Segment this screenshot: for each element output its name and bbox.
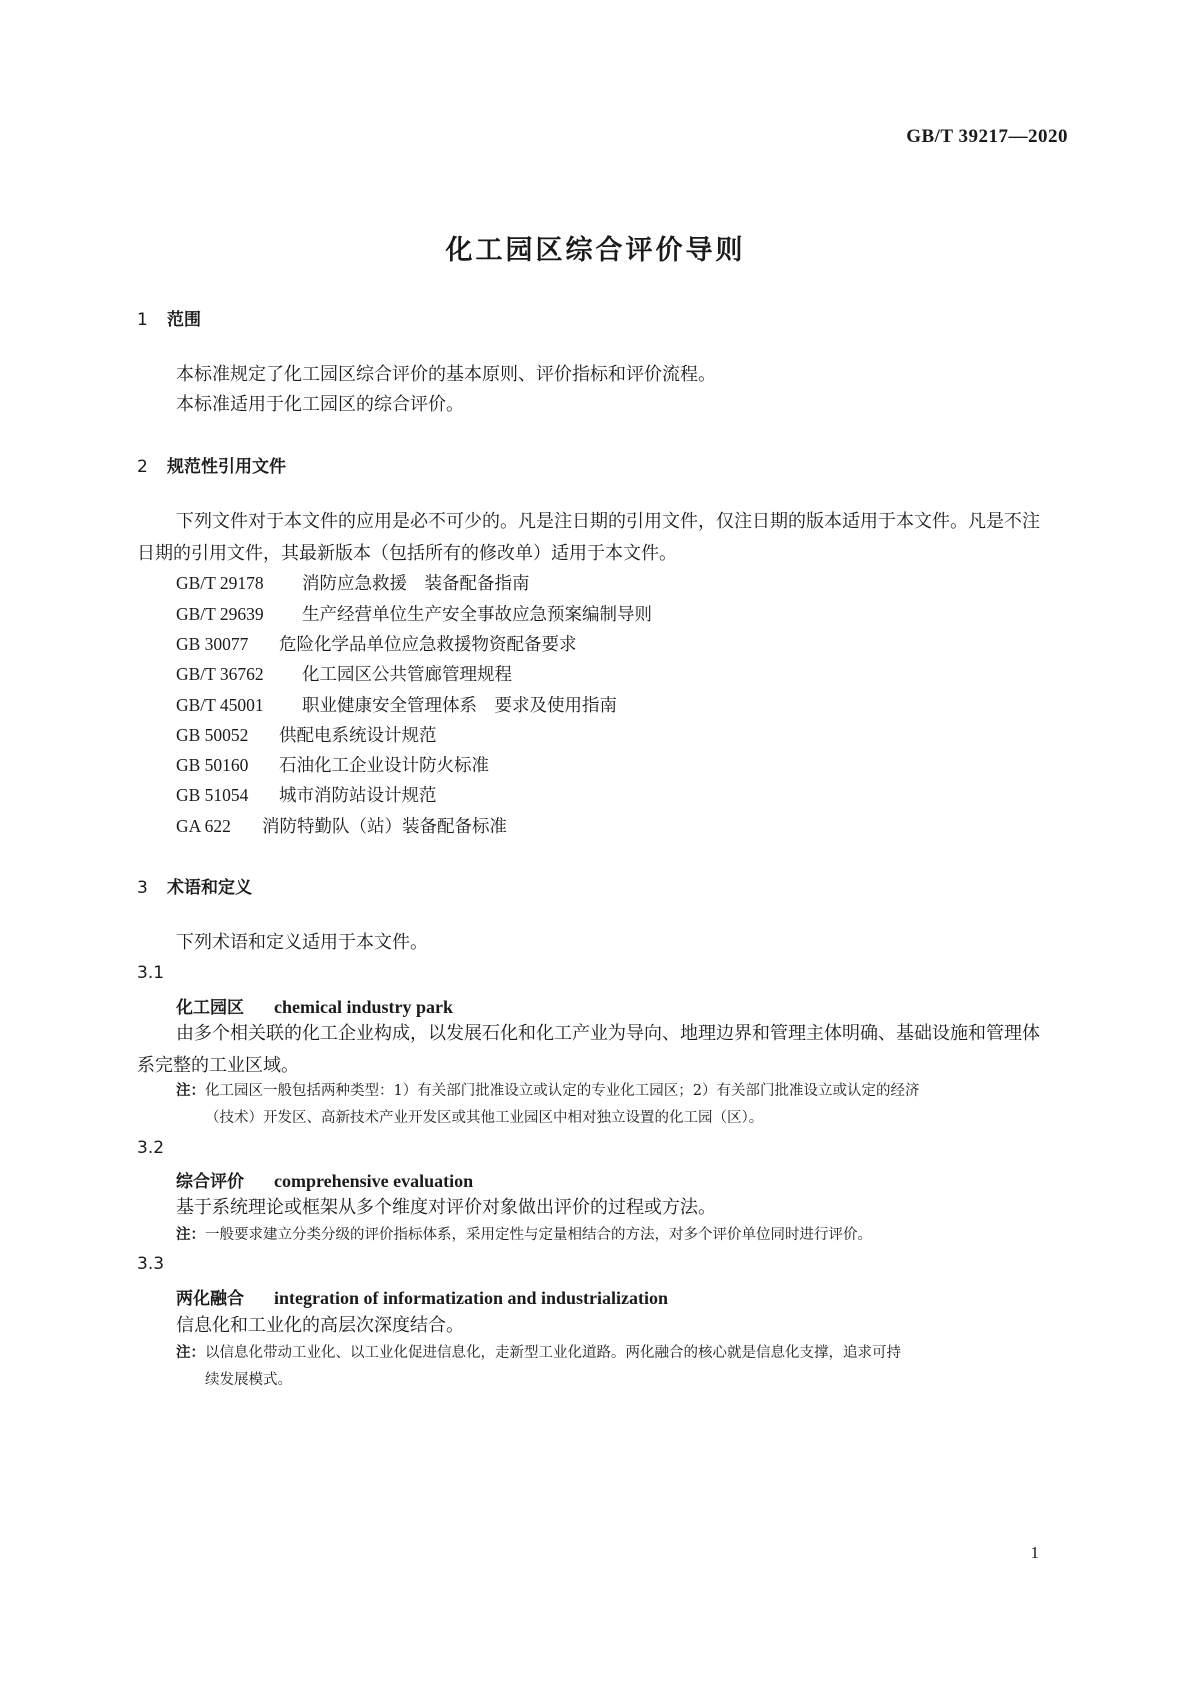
reference-name: 危险化学品单位应急救援物资配备要求: [279, 635, 577, 655]
note-text: 以信息化带动工业化、以工业化促进信息化，走新型工业化道路。两化融合的核心就是信息化支撑，追求可持: [205, 1345, 901, 1361]
note-text: 化工园区一般包括两种类型：1）有关部门批准设立或认定的专业化工园区；2）有关部门批准设立或认定的经济: [205, 1083, 920, 1099]
term-title: [176, 1284, 668, 1309]
section-title: 术语和定义: [167, 878, 252, 898]
section-2-heading: [137, 452, 286, 477]
reference-name: 职业健康安全管理体系 要求及使用指南: [302, 696, 617, 716]
section-number: 2: [137, 457, 148, 477]
section-number: 1: [137, 310, 148, 330]
reference-name: 化工园区公共管廊管理规程: [302, 665, 512, 685]
term-definition: 基于系统理论或框架从多个维度对评价对象做出评价的过程或方法。: [176, 1197, 716, 1218]
section-title: 规范性引用文件: [167, 457, 286, 477]
document-title: 化工园区综合评价导则: [445, 235, 746, 266]
reference-item: [176, 752, 489, 777]
paragraph: 下列文件对于本文件的应用是必不可少的。凡是注日期的引用文件，仅注日期的版本适用于本文件。凡是不注日期的引用文件，其最新版本（包括所有的修改单）适用于本文件。: [137, 511, 1040, 564]
term-number: 3.1: [137, 963, 165, 983]
term-english: integration of informatization and industrialization: [274, 1288, 669, 1308]
reference-item: [176, 692, 617, 717]
reference-item: [176, 722, 437, 747]
reference-code: GA 622: [176, 816, 231, 836]
term-english: comprehensive evaluation: [274, 1171, 474, 1191]
term-note: [176, 1340, 1056, 1394]
term-definition: 由多个相关联的化工企业构成，以发展石化和化工产业为导向、地理边界和管理主体明确、基础设施和管理体系完整的工业区域。: [137, 1023, 1040, 1076]
reference-name: 供配电系统设计规范: [279, 726, 437, 746]
reference-item: [176, 661, 512, 686]
reference-name: 城市消防站设计规范: [279, 786, 437, 806]
note-text: 一般要求建立分类分级的评价指标体系，采用定性与定量相结合的方法，对多个评价单位同时进行评价。: [205, 1227, 872, 1243]
note-label: 注：: [176, 1083, 205, 1099]
reference-item: [176, 782, 437, 807]
reference-code: GB/T 29178: [176, 573, 264, 593]
term-number: 3.2: [137, 1138, 165, 1158]
section-title: 范围: [167, 310, 201, 330]
term-chinese: 化工园区: [176, 998, 244, 1018]
paragraph: 本标准适用于化工园区的综合评价。: [176, 394, 464, 415]
reference-name: 消防特勤队（站）装备配备标准: [262, 817, 507, 837]
paragraph: 本标准规定了化工园区综合评价的基本原则、评价指标和评价流程。: [176, 364, 716, 385]
section-1-heading: [137, 305, 201, 330]
note-label: 注：: [176, 1345, 205, 1361]
standard-code: GB/T 39217—2020: [906, 126, 1068, 147]
reference-item: [176, 601, 652, 626]
reference-item: [176, 631, 577, 656]
reference-code: GB/T 36762: [176, 664, 264, 684]
reference-code: GB/T 45001: [176, 695, 264, 715]
term-title: [176, 993, 453, 1018]
reference-code: GB 50052: [176, 725, 249, 745]
term-title: [176, 1167, 473, 1192]
reference-name: 消防应急救援 装备配备指南: [302, 574, 530, 594]
reference-code: GB/T 29639: [176, 604, 264, 624]
page-number: 1: [1030, 1543, 1039, 1562]
note-text-continued: （技术）开发区、高新技术产业开发区或其他工业园区中相对独立设置的化工园（区）。: [205, 1110, 764, 1126]
term-note: [176, 1222, 1056, 1249]
reference-name: 石油化工企业设计防火标准: [279, 756, 489, 776]
term-number: 3.3: [137, 1254, 165, 1274]
term-chinese: 综合评价: [176, 1172, 244, 1192]
term-english: chemical industry park: [274, 997, 454, 1017]
reference-item: [176, 813, 507, 838]
section-number: 3: [137, 878, 148, 898]
term-note: [176, 1078, 1056, 1132]
term-definition: 信息化和工业化的高层次深度结合。: [176, 1315, 464, 1336]
paragraph: 下列术语和定义适用于本文件。: [176, 932, 428, 953]
section-3-heading: [137, 873, 252, 898]
note-text-continued: 续发展模式。: [205, 1372, 292, 1388]
reference-code: GB 30077: [176, 634, 249, 654]
reference-name: 生产经营单位生产安全事故应急预案编制导则: [302, 605, 652, 625]
note-label: 注：: [176, 1227, 205, 1243]
reference-code: GB 50160: [176, 755, 249, 775]
reference-item: [176, 570, 530, 595]
term-chinese: 两化融合: [176, 1289, 244, 1309]
reference-code: GB 51054: [176, 785, 249, 805]
